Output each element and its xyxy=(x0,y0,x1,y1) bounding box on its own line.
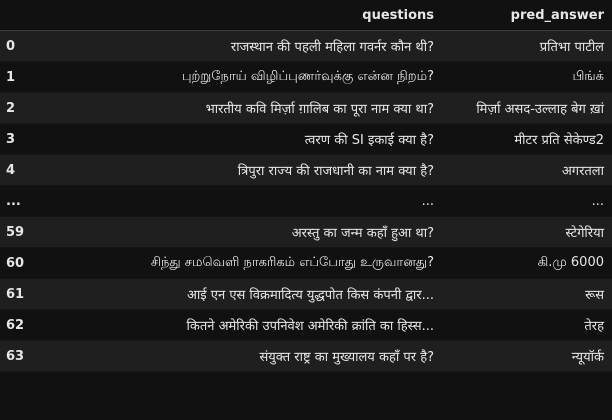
row-index: 1 xyxy=(6,69,16,85)
header-row xyxy=(0,0,612,31)
table-row xyxy=(0,248,612,279)
answer-cell: प्रतिभा पाटील xyxy=(539,40,604,55)
row-index: 63 xyxy=(6,348,25,364)
answer-cell: मिर्ज़ा असद-उल्लाह बेग ख़ां xyxy=(476,102,604,117)
table-row xyxy=(0,217,612,248)
question-cell: आई एन एस विक्रमादित्य युद्धपोत किस कंपनी द्वार... xyxy=(186,288,434,303)
answer-cell: रूस xyxy=(585,288,604,303)
row-index: 60 xyxy=(6,255,25,271)
table-row xyxy=(0,93,612,124)
table-row xyxy=(0,155,612,186)
question-cell: राजस्थान की पहली महिला गवर्नर कौन थी? xyxy=(230,40,434,55)
table-row xyxy=(0,279,612,310)
row-index: 62 xyxy=(6,317,25,333)
row-index: 4 xyxy=(6,162,16,178)
table-row xyxy=(0,62,612,93)
row-index: 59 xyxy=(6,224,25,240)
pred-answer-header: pred_answer xyxy=(442,0,612,31)
answer-cell: स्टेगेरिया xyxy=(565,226,604,241)
answer-cell: अगरतला xyxy=(561,164,604,179)
ellipsis-row xyxy=(0,186,612,217)
question-cell: புற்றுநோய் விழிப்புணர்வுக்கு என்ன நிறம்? xyxy=(181,69,434,84)
question-cell: भारतीय कवि मिर्ज़ा ग़ालिब का पूरा नाम क्या था? xyxy=(205,102,434,117)
question-cell: संयुक्त राष्ट्र का मुख्यालय कहाँ पर है? xyxy=(259,350,434,365)
index-header xyxy=(0,0,38,31)
row-index: 61 xyxy=(6,286,25,302)
answer-cell: ... xyxy=(591,193,604,209)
questions-header: questions xyxy=(38,0,442,31)
question-cell: कितने अमेरिकी उपनिवेश अमेरिकी क्रांति का हिस्स... xyxy=(186,319,434,334)
table-header xyxy=(0,0,612,31)
question-cell: त्रिपुरा राज्य की राजधानी का नाम क्या है? xyxy=(237,164,434,179)
question-cell: சிந்து சமவெளி நாகரிகம் எப்போது உருவானது? xyxy=(150,255,434,270)
question-cell: त्वरण की SI इकाई क्या है? xyxy=(304,133,434,148)
answer-cell: பிங்க் xyxy=(572,69,604,84)
table-row xyxy=(0,341,612,372)
table-row xyxy=(0,31,612,62)
answer-cell: मीटर प्रति सेकेण्ड2 xyxy=(514,133,604,148)
table-row xyxy=(0,124,612,155)
question-cell: ... xyxy=(421,193,434,209)
row-index: 2 xyxy=(6,100,16,116)
answer-cell: न्यूयॉर्क xyxy=(571,350,604,365)
table-body xyxy=(0,31,612,372)
answer-cell: கி.மு 6000 xyxy=(537,255,604,270)
table-row xyxy=(0,310,612,341)
row-index: 0 xyxy=(6,38,16,54)
row-index: 3 xyxy=(6,131,16,147)
row-index: ... xyxy=(6,193,21,209)
question-cell: अरस्तु का जन्म कहाँ हुआ था? xyxy=(291,226,434,241)
answer-cell: तेरह xyxy=(584,319,604,334)
